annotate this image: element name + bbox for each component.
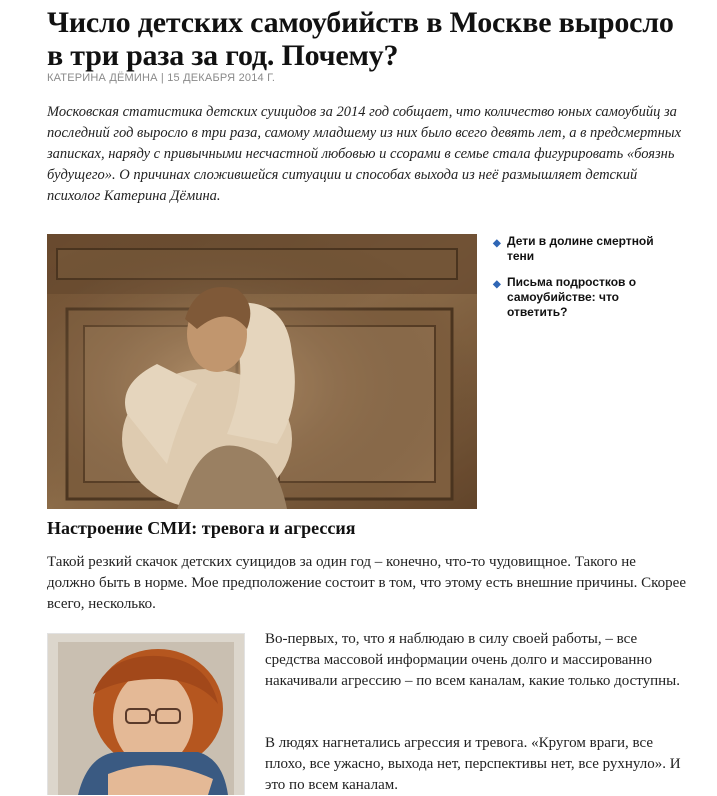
- author-portrait: [48, 634, 244, 795]
- paragraph-1: Такой резкий скачок детских суицидов за один год – конечно, что-то чудовищное. Такого не должно быть в норме. Мое предположение состоит в том, что этому есть внешние причины. Скорее всего, несколько.: [47, 554, 686, 612]
- diamond-bullet-icon: ◆: [493, 279, 501, 290]
- related-articles: [493, 234, 663, 331]
- sepia-child-photo: [47, 234, 477, 509]
- related-link[interactable]: [493, 275, 663, 320]
- article-byline: КАТЕРИНА ДЁМИНА | 15 ДЕКАБРЯ 2014 Г.: [47, 72, 276, 84]
- section-heading: Настроение СМИ: тревога и агрессия: [47, 518, 356, 538]
- related-link[interactable]: [493, 234, 663, 264]
- author-photo: [47, 633, 245, 795]
- article-lead: Московская статистика детских суицидов за 2014 год собщает, что количество юных самоубийц за последний год выросло в три раза, самому младшему из них было всего девять лет, а в предсмертных записках, наряду с привычными несчастной любовью и ссорами в семье стала фигурировать «боязнь будущего». О причинах сложившейся ситуации и способах выхода из неё размышляет детский психолог Катерина Дёмина.: [47, 104, 682, 204]
- diamond-bullet-icon: ◆: [493, 238, 501, 249]
- hero-image: [47, 234, 477, 509]
- article-title: Число детских самоубийств в Москве выросло в три раза за год. Почему?: [47, 6, 674, 72]
- paragraph-2: Во-первых, то, что я наблюдаю в силу своей работы, – все средства массовой информации очень долго и массированно накачивали агрессию – по всем каналам, какие только доступны.: [265, 631, 680, 689]
- paragraph-3: В людях нагнетались агрессия и тревога. «Кругом враги, все плохо, все ужасно, выхода нет, перспективы нет, все рухнуло». И это по всем каналам.: [265, 735, 681, 793]
- related-link-label[interactable]: Дети в долине смертной тени: [507, 234, 654, 263]
- related-link-label[interactable]: Письма подростков о самоубийстве: что ответить?: [507, 275, 637, 319]
